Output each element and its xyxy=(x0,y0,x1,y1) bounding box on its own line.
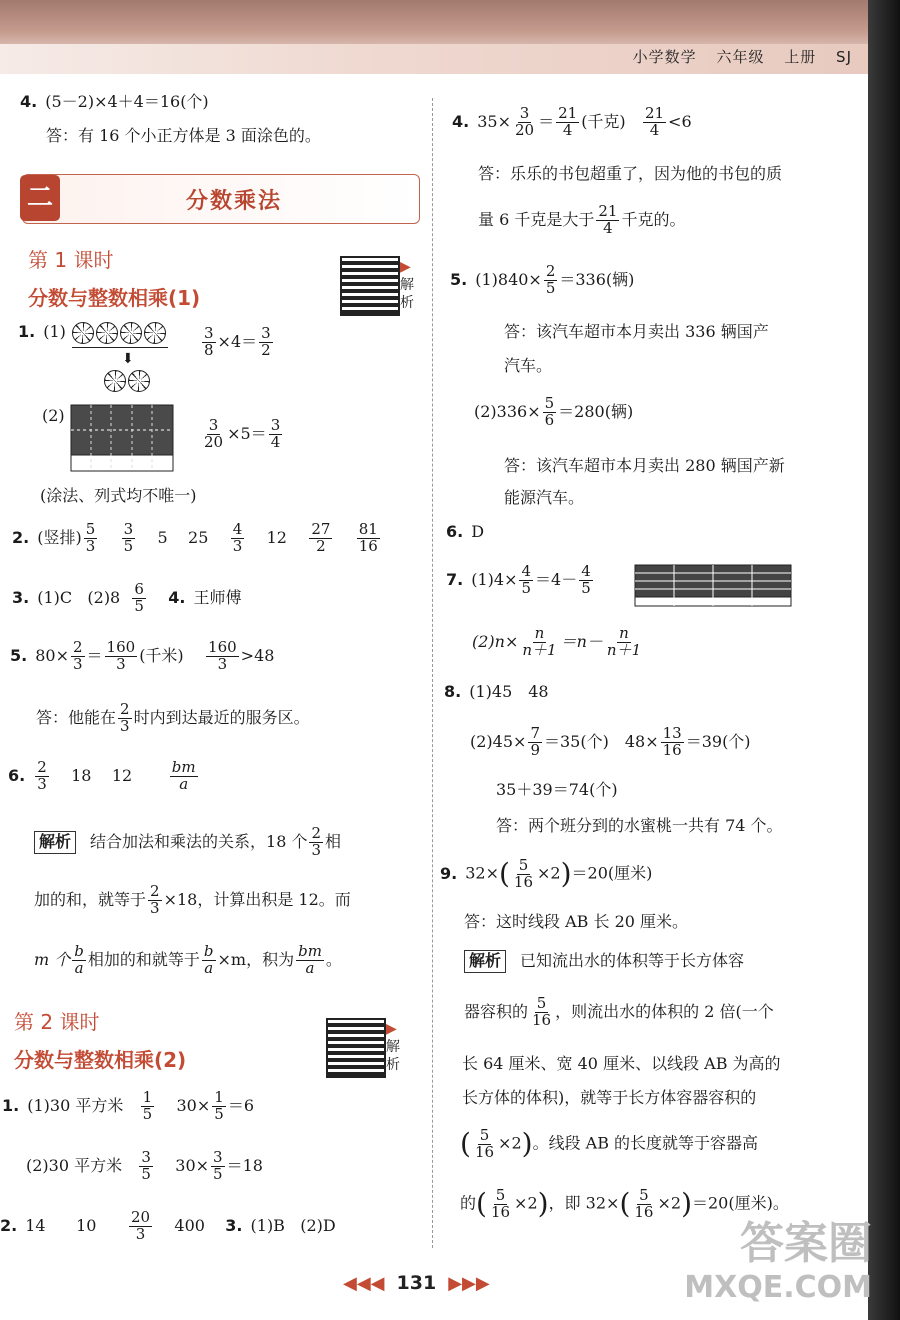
shaded-strip-diagram xyxy=(634,564,792,608)
wheel-icon xyxy=(144,322,166,344)
right-analysis-line6: 的( $\frac{5}{16}$ ×2)，即 32×( $\frac{5}{16}$ ×2)＝20(厘米)。 xyxy=(460,1185,789,1221)
right-q6: 6. D xyxy=(446,522,485,541)
qr-code-icon[interactable] xyxy=(340,256,400,316)
lesson1-label: 第 1 课时 xyxy=(28,248,114,272)
lesson1-title: 分数与整数相乘(1) xyxy=(28,286,201,310)
right-q4-answer-line1: 答：乐乐的书包超重了，因为他的书包的质 xyxy=(478,164,783,183)
right-q7-part1: 7. (1)4× $\frac{4}{5}$ ＝4－ $\frac{4}{5}$ xyxy=(446,562,591,597)
right-q4-answer-line2: 量 6 千克是大于 $\frac{21}{4}$ 千克的。 xyxy=(478,202,686,237)
wheel-icon xyxy=(120,322,142,344)
next-arrows-icon: ▶▶▶ xyxy=(448,1273,490,1294)
page-footer xyxy=(343,1272,490,1294)
header-grade: 六年级 xyxy=(716,48,765,66)
right-analysis-line3: 长 64 厘米、宽 40 厘米、以线段 AB 为高的 xyxy=(462,1054,781,1073)
l1-q1-expr1: $\frac{3}{8}$ ×4＝ $\frac{3}{2}$ xyxy=(204,324,271,359)
chapter-title: 分数乘法 xyxy=(186,189,283,214)
lesson2-title: 分数与整数相乘(2) xyxy=(14,1048,187,1072)
l2-q1-part2: (2)30 平方米 $\frac{3}{5}$ 30× $\frac{3}{5}$ ＝18 xyxy=(26,1148,263,1183)
right-q5-answer1-line2: 汽车。 xyxy=(504,356,553,375)
right-q5-answer2-line2: 能源汽车。 xyxy=(504,488,585,507)
l2-q2-q3: 2. 14 10 $\frac{20}{3}$ 400 3. (1)B (2)D xyxy=(0,1208,336,1243)
l1-q1-part2-label: (2) xyxy=(42,406,65,425)
l1-q6: 6. $\frac{2}{3}$ 18 12 $\frac{bm}{a}$ xyxy=(8,758,196,793)
l1-q2: 2. (竖排) $\frac{5}{3}$ $\frac{3}{5}$ 5 25 $\frac{4}{3}$ 12 $\frac{27}{2}$ $\frac{81}{16}$ xyxy=(12,520,378,555)
l1-q1-note: (涂法、列式均不唯一) xyxy=(40,486,197,505)
l1-q3-q4: 3. (1)C (2)8 $\frac{6}{5}$ 4. 王师傅 xyxy=(12,580,242,615)
page-header xyxy=(619,46,852,67)
right-q8-answer: 答：两个班分到的水蜜桃一共有 74 个。 xyxy=(496,816,783,835)
right-q5-part1: 5. (1)840× $\frac{2}{5}$ ＝336(辆) xyxy=(450,262,635,297)
l1-analysis-line1: 解析 结合加法和乘法的关系，18 个 $\frac{2}{3}$ 相 xyxy=(34,826,341,859)
lesson2-label: 第 2 课时 xyxy=(14,1010,100,1034)
arrow-down-icon: ⬇ xyxy=(122,351,134,367)
l1-analysis-line3: m 个 $\frac{b}{a}$ 相加的和就等于 $\frac{b}{a}$ ×m，积为 $\frac{bm}{a}$ 。 xyxy=(34,942,342,977)
right-q5-answer2-line1: 答：该汽车超市本月卖出 280 辆国产新 xyxy=(504,456,785,475)
right-analysis-line1: 解析 已知流出水的体积等于长方体容 xyxy=(464,950,744,973)
prev-arrows-icon: ◀◀◀ xyxy=(343,1273,385,1294)
play-icon: ▶ xyxy=(400,259,411,275)
watermark: 答案圈 MXQE.COM xyxy=(684,1218,872,1305)
play-icon: ▶ xyxy=(386,1021,397,1037)
left-q4-answer: 答：有 16 个小正方体是 3 面涂色的。 xyxy=(46,126,321,145)
wheel-group-top xyxy=(72,322,168,348)
header-edition: SJ xyxy=(836,48,852,66)
page-edge-shadow xyxy=(868,0,900,1320)
wheel-group-bottom xyxy=(104,370,152,392)
wheel-icon xyxy=(104,370,126,392)
right-analysis-line4: 长方体的体积)，就等于长方体容器容积的 xyxy=(462,1088,757,1107)
right-analysis-line5: ( $\frac{5}{16}$ ×2)。线段 AB 的长度就等于容器高 xyxy=(460,1125,759,1161)
right-q8-part1: 8. (1)45 48 xyxy=(444,682,549,701)
shaded-grid-diagram xyxy=(70,404,174,472)
right-q7-part2: (2)n× $\frac{n}{n+1}$ ＝n－ $\frac{n}{n+1}$ xyxy=(472,624,642,659)
right-q4: 4. 35× $\frac{3}{20}$ ＝ $\frac{21}{4}$ (千克) $\frac{21}{4}$ <6 xyxy=(452,104,692,139)
right-q8-sum: 35＋39＝74(个) xyxy=(496,780,618,799)
l1-q5: 5. 80× $\frac{2}{3}$ ＝ $\frac{160}{3}$ (千米) $\frac{160}{3}$ >48 xyxy=(10,638,275,673)
l1-analysis-line2: 加的和，就等于 $\frac{2}{3}$ ×18，计算出积是 12。而 xyxy=(34,882,351,917)
chapter-number: 二 xyxy=(20,175,60,221)
wheels-bracket xyxy=(72,322,168,348)
right-q5-part2: (2)336× $\frac{5}{6}$ ＝280(辆) xyxy=(474,394,634,429)
qr-label: ▶ 解析 xyxy=(386,1021,400,1073)
l1-q1-part1: 1. (1) xyxy=(18,322,66,341)
header-subject: 小学数学 xyxy=(632,48,697,66)
column-divider xyxy=(432,98,433,1248)
right-q9-answer: 答：这时线段 AB 长 20 厘米。 xyxy=(464,912,689,931)
header-volume: 上册 xyxy=(784,48,817,66)
left-q4: 4. (5－2)×4＋4＝16(个) xyxy=(20,92,209,111)
wheel-icon xyxy=(72,322,94,344)
wheel-icon xyxy=(128,370,150,392)
l1-q5-answer: 答：他能在 $\frac{2}{3}$ 时内到达最近的服务区。 xyxy=(36,700,310,735)
page-number: 131 xyxy=(396,1272,437,1294)
l2-q1-part1: 1. (1)30 平方米 $\frac{1}{5}$ 30× $\frac{1}{5}$ ＝6 xyxy=(2,1088,254,1123)
right-q9: 9. 32×( $\frac{5}{16}$ ×2)＝20(厘米) xyxy=(440,855,653,891)
qr-code-icon[interactable] xyxy=(326,1018,386,1078)
right-q5-answer1-line1: 答：该汽车超市本月卖出 336 辆国产 xyxy=(504,322,769,341)
l1-q1-expr2: $\frac{3}{20}$ ×5＝ $\frac{3}{4}$ xyxy=(204,416,281,451)
right-q8-part2: (2)45× $\frac{7}{9}$ ＝35(个) 48× $\frac{13}{16}$ ＝39(个) xyxy=(470,724,751,759)
qr-label: ▶ 解析 xyxy=(400,259,414,311)
right-analysis-line2: 器容积的 $\frac{5}{16}$ ，则流出水的体积的 2 倍(一个 xyxy=(464,994,774,1029)
wheel-icon xyxy=(96,322,118,344)
